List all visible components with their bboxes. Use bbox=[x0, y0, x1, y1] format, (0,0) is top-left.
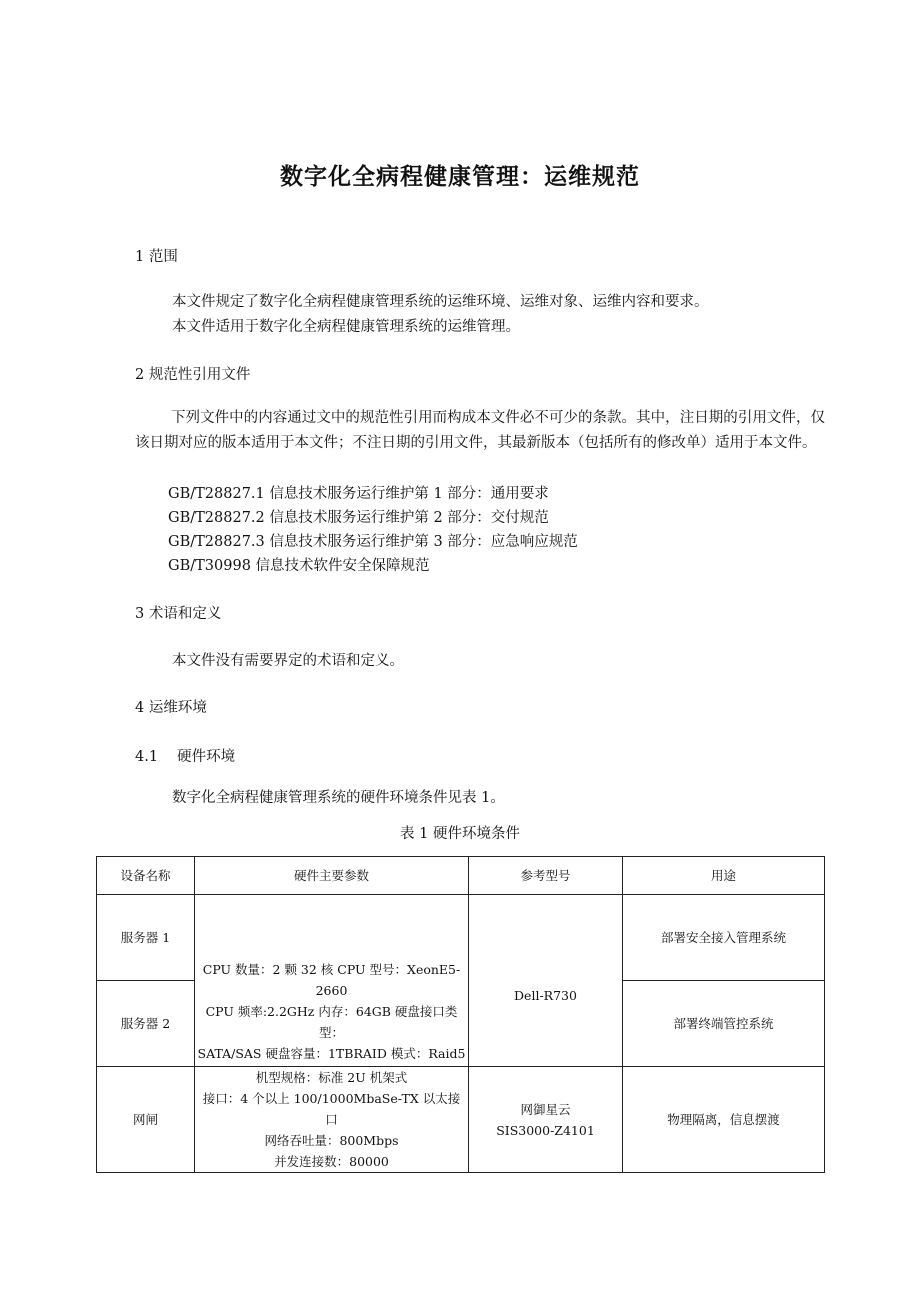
gateway-name: 网闸 bbox=[97, 1067, 195, 1173]
server-params-cell bbox=[195, 895, 469, 1067]
reference-item: GB/T30998 信息技术软件安全保障规范 bbox=[168, 558, 430, 574]
header-reference-model: 参考型号 bbox=[469, 857, 623, 895]
section-1-heading: 1 范围 bbox=[135, 249, 178, 265]
gateway-purpose: 物理隔离，信息摆渡 bbox=[623, 1067, 825, 1173]
server-2-purpose: 部署终端管控系统 bbox=[623, 981, 825, 1067]
server-model: Dell-R730 bbox=[514, 988, 577, 1003]
table-header-row bbox=[97, 857, 825, 895]
section-4-1-heading: 4.1 硬件环境 bbox=[135, 749, 236, 765]
server-param-line: SATA/SAS 硬盘容量：1TBRAID 模式：Raid5 bbox=[197, 1046, 466, 1061]
table-caption: 表 1 硬件环境条件 bbox=[400, 826, 520, 842]
server-2-name: 服务器 2 bbox=[97, 981, 195, 1067]
header-purpose: 用途 bbox=[623, 857, 825, 895]
gateway-params-cell bbox=[195, 1067, 469, 1173]
hardware-table bbox=[96, 856, 825, 1173]
table-row bbox=[97, 895, 825, 981]
server-model-cell bbox=[469, 895, 623, 1067]
table-row bbox=[97, 1067, 825, 1173]
reference-item: GB/T28827.2 信息技术服务运行维护第 2 部分：交付规范 bbox=[168, 510, 549, 526]
section-2-heading: 2 规范性引用文件 bbox=[135, 367, 251, 383]
section-3-paragraph: 本文件没有需要界定的术语和定义。 bbox=[172, 653, 404, 669]
gateway-model-line: SIS3000-Z4101 bbox=[496, 1122, 595, 1138]
server-1-name: 服务器 1 bbox=[97, 895, 195, 981]
section-2-paragraph: 下列文件中的内容通过文中的规范性引用而构成本文件必不可少的条款。其中，注日期的引用文件，仅该日期对应的版本适用于本文件；不注日期的引用文件，其最新版本（包括所有的修改单）适用于本文件。 bbox=[135, 410, 825, 451]
gateway-model-line: 网御星云 bbox=[520, 1101, 571, 1117]
section-4-heading: 4 运维环境 bbox=[135, 700, 207, 716]
header-device-name: 设备名称 bbox=[97, 857, 195, 895]
document-title: 数字化全病程健康管理：运维规范 bbox=[280, 164, 640, 190]
section-1-paragraph-1: 本文件规定了数字化全病程健康管理系统的运维环境、运维对象、运维内容和要求。 bbox=[172, 294, 709, 310]
server-param-line: CPU 数量：2 颗 32 核 CPU 型号：XeonE5-2660 bbox=[202, 962, 461, 998]
section-3-heading: 3 术语和定义 bbox=[135, 606, 222, 622]
server-param-line: CPU 频率:2.2GHz 内存：64GB 硬盘接口类型： bbox=[205, 1004, 458, 1040]
gateway-param-line: 并发连接数：80000 bbox=[274, 1154, 389, 1169]
section-4-1-paragraph: 数字化全病程健康管理系统的硬件环境条件见表 1。 bbox=[172, 790, 505, 806]
server-1-purpose: 部署安全接入管理系统 bbox=[623, 895, 825, 981]
header-main-params: 硬件主要参数 bbox=[195, 857, 469, 895]
gateway-param-line: 接口：4 个以上 100/1000MbaSe-TX 以太接口 bbox=[202, 1091, 461, 1127]
section-1-paragraph-2: 本文件适用于数字化全病程健康管理系统的运维管理。 bbox=[172, 319, 520, 335]
gateway-param-line: 网络吞吐量：800Mbps bbox=[264, 1133, 399, 1148]
gateway-model-cell bbox=[469, 1067, 623, 1173]
reference-item: GB/T28827.1 信息技术服务运行维护第 1 部分：通用要求 bbox=[168, 486, 549, 502]
reference-item: GB/T28827.3 信息技术服务运行维护第 3 部分：应急响应规范 bbox=[168, 534, 578, 550]
gateway-param-line: 机型规格：标准 2U 机架式 bbox=[255, 1070, 408, 1085]
